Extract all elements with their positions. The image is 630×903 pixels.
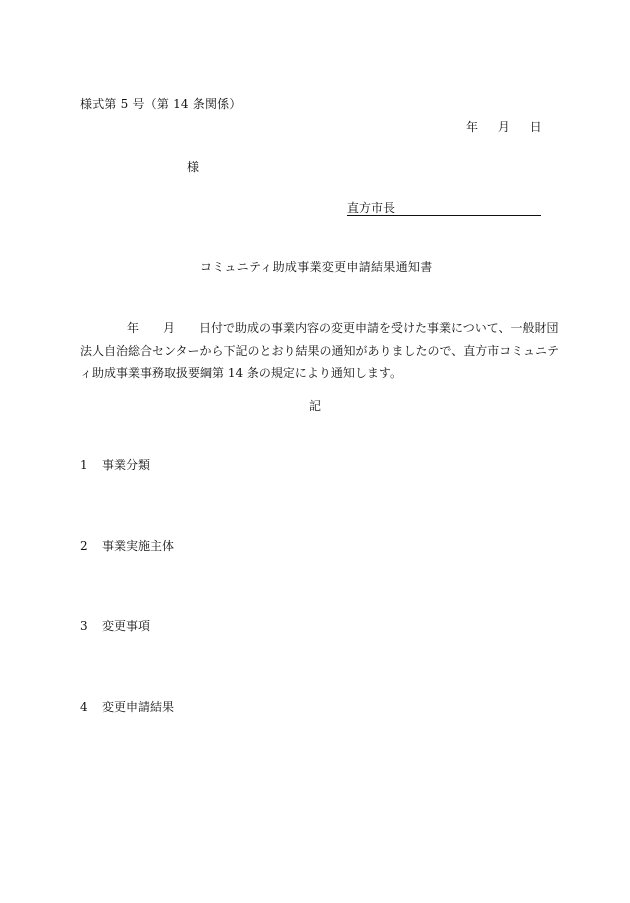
item-label: 変更事項: [102, 619, 151, 633]
signature-line: [395, 201, 541, 216]
body-text: 助成の事業内容の変更申請を受けた事業について、一般財団法人自治総合センターから下記のとおり結果の通知がありましたので、直方市コミュニティ助成事業事務取扱要綱第 14 条の規定により通知します。: [80, 321, 560, 380]
item-number: 4: [80, 700, 88, 714]
body-paragraph: [80, 317, 561, 385]
item-number: 3: [80, 619, 88, 633]
date-line: 年 月 日: [466, 120, 542, 134]
addressee: 様: [187, 160, 200, 174]
item-label: 変更申請結果: [102, 700, 175, 714]
list-item: [80, 618, 150, 634]
issuer-name: 直方市長: [347, 201, 396, 215]
form-number: 様式第 5 号（第 14 条関係）: [80, 97, 242, 111]
list-item: [80, 538, 174, 554]
issuer-block: [347, 200, 541, 216]
document-title: コミュニティ助成事業変更申請結果通知書: [200, 260, 433, 274]
item-label: 事業実施主体: [102, 539, 175, 553]
list-item: [80, 457, 150, 473]
item-label: 事業分類: [102, 458, 151, 472]
list-item: [80, 699, 174, 715]
item-number: 2: [80, 539, 88, 553]
body-date-prefix: 年 月 日付で: [127, 321, 236, 335]
item-number: 1: [80, 458, 88, 472]
ki-heading: 記: [309, 399, 322, 413]
